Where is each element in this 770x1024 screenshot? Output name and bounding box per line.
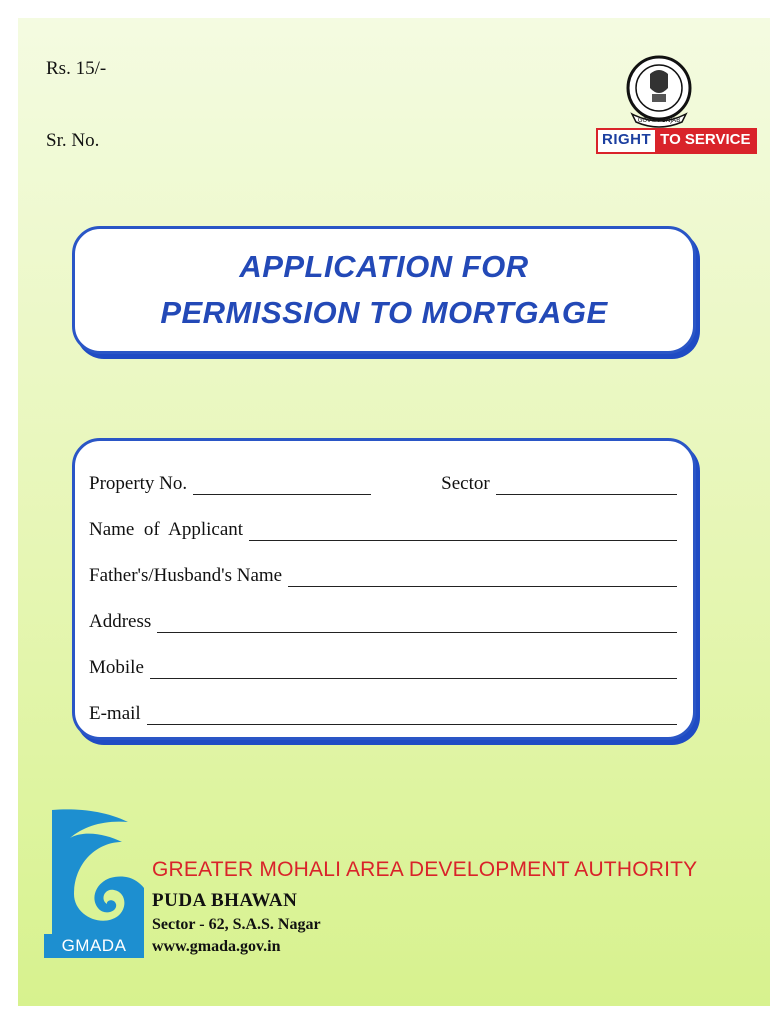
applicant-field[interactable]	[249, 523, 677, 541]
mobile-field[interactable]	[150, 661, 677, 679]
address-text: Sector - 62, S.A.S. Nagar	[152, 916, 321, 933]
title-box	[72, 226, 696, 354]
property-sector-row	[89, 471, 677, 495]
email-field[interactable]	[147, 707, 677, 725]
mobile-row	[89, 655, 677, 679]
address-field[interactable]	[157, 615, 677, 633]
right-to-service-badge	[596, 128, 757, 154]
property-field[interactable]	[193, 477, 371, 495]
emblem-caption: GOVT. PUNJAB	[637, 117, 681, 124]
price-label: Rs. 15/-	[46, 58, 107, 79]
email-label: E-mail	[89, 703, 141, 724]
applicant-details-box	[72, 438, 696, 740]
gmada-logo-icon	[44, 808, 144, 954]
website-link[interactable]: www.gmada.gov.in	[152, 938, 281, 955]
applicant-row	[89, 517, 677, 541]
father-row	[89, 563, 677, 587]
right-label: RIGHT	[602, 131, 652, 148]
sector-field[interactable]	[496, 477, 677, 495]
mobile-label: Mobile	[89, 657, 144, 678]
to-service-label: TO SERVICE	[655, 130, 755, 152]
title-line-1: APPLICATION FOR	[239, 249, 529, 284]
building-name: PUDA BHAWAN	[152, 890, 298, 911]
gmada-logo-text: GMADA	[44, 934, 144, 958]
title-line-2: PERMISSION TO MORTGAGE	[160, 295, 608, 330]
father-label: Father's/Husband's Name	[89, 565, 283, 586]
organization-name: GREATER MOHALI AREA DEVELOPMENT AUTHORITY	[152, 858, 698, 881]
sector-label: Sector	[441, 473, 490, 494]
serial-number-label: Sr. No.	[46, 130, 100, 151]
form-cover-page	[18, 18, 770, 1006]
email-row	[89, 701, 677, 725]
applicant-label: Name of Applicant	[89, 519, 244, 540]
property-label: Property No.	[89, 473, 188, 494]
address-label: Address	[89, 611, 152, 632]
punjab-emblem-icon	[622, 54, 696, 132]
address-row	[89, 609, 677, 633]
father-field[interactable]	[288, 569, 677, 587]
